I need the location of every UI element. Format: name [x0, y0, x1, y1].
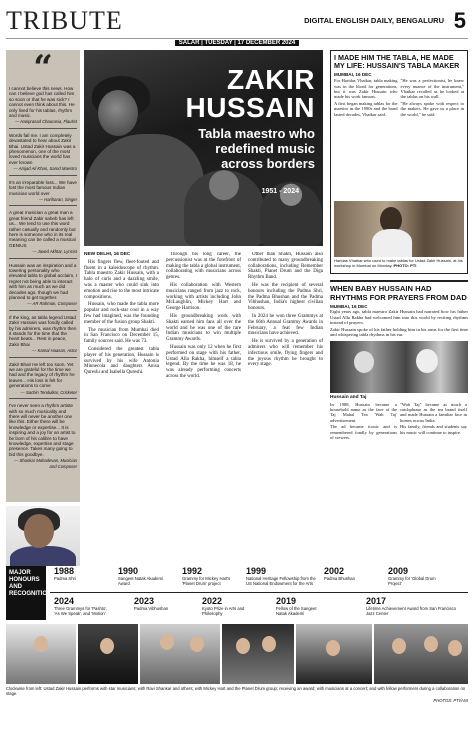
section-title: TRIBUTE [6, 6, 123, 35]
person-head [236, 638, 250, 654]
person-head [34, 636, 48, 652]
divider [9, 175, 77, 176]
quote-text: I cannot believe this news. How can I believe god has called him so soon or that he was sick? I cannot even think about this. He only lived for his tablas, rhythm and music. [9, 86, 75, 119]
story-column [401, 78, 465, 118]
timeline-desc: Fellow of the Sangeet Natak Akademi [276, 606, 317, 616]
musician-head [98, 90, 138, 136]
baby-hussain-story [330, 280, 468, 564]
header-rule [6, 38, 468, 39]
person-head [24, 514, 54, 548]
gallery-photo [374, 624, 468, 684]
gallery-photo [78, 624, 138, 684]
article-column-3 [248, 252, 323, 564]
page-number: 5 [453, 8, 466, 33]
person-head [262, 636, 276, 652]
timeline-year: 2009 [388, 566, 409, 576]
paragraph: "Wah Taj" became as much a catchphrase as the tea brand itself and made Hussain a familiar face in homes across India. [400, 401, 467, 423]
timeline-item [388, 566, 440, 586]
timeline-desc: National Heritage Fellowship from the US National Endowment for the Arts [246, 576, 316, 586]
timeline-year: 1990 [118, 566, 139, 576]
timeline-year: 2024 [54, 596, 75, 606]
paragraph: Hussain, who made the tabla more popular and rock-star cool in a way few had imagined, was the founding member of the fusion group Shakti. [84, 302, 159, 325]
person-head [416, 349, 438, 373]
timeline-item [276, 596, 328, 616]
paragraph: Eight years ago, tabla maestro Zakir Hussain had narrated how his father Ustad Alla Rakha had welcomed him into this world by reciting rhythms instead of prayers. [330, 309, 468, 325]
timeline-line [50, 592, 468, 593]
quote-item [9, 133, 77, 176]
date-text: SALAR | TUESDAY | 17 DECEMBER 2024 [175, 40, 299, 46]
quote-item [9, 403, 77, 469]
tabla-maker-photo [334, 201, 464, 257]
paragraph: For Haridas Vhatkar, tabla making was in the blood for generations, but it was Zakir Hussain who made his work famous. [334, 78, 398, 100]
newspaper-name: DIGITAL ENGLISH DAILY, BENGALURU [304, 16, 444, 25]
quote-text: If the king, as tabla legend Ustad Zakir Hussain was fondly called by his admirers, was rhythm then it stands for the time that the heart beats... Rest in peace, Zakir Bhai [9, 314, 77, 347]
quote-author: — AR Rahman, Composer [27, 301, 77, 307]
headline-name-last: HUSSAIN [185, 92, 315, 123]
person-head [190, 636, 204, 652]
hero-image [84, 50, 323, 246]
quote-text: I've never seen a rhythm artiste with so much musicality and there will never be another one like this. Either there will be knowledge or expertise... It is inspiring and a joy for an artist to be born of his calibre to have knowledge, expertise and stage presence. Takes many going to bid this goodbye. [9, 403, 76, 457]
timeline-desc: Grammy for Mickey Hart's 'Planet Drum' project [182, 576, 231, 586]
person-head [160, 634, 174, 650]
headline-subtitle: Tabla maestro who redefined music across borders [198, 126, 315, 171]
photo-credit: PHOTOS: PTI/ANI [433, 698, 468, 703]
timeline-item [118, 566, 170, 586]
timeline-item [246, 566, 316, 586]
person-head [392, 638, 406, 654]
story-columns [334, 78, 464, 118]
timeline-item [366, 596, 462, 616]
paragraph: His family, friends and students say his music will continue to inspire. [400, 424, 467, 435]
timeline-desc: Grammy for 'Global Drum Project' [388, 576, 436, 586]
quotes-column [6, 50, 80, 502]
main-article [84, 252, 323, 564]
story-headline: WHEN BABY HUSSAIN HAD RHYTHMS FOR PRAYERS FROM DAD [330, 280, 468, 302]
quote-author: — Sachin Tendulkar, Cricketer [20, 389, 77, 395]
divider [9, 310, 77, 311]
father-son-photo [330, 341, 468, 393]
quote-author: — Hariharan, Singer [38, 196, 77, 202]
paragraph: Through his long career, the percussionist was at the forefront of making the tabla a global instrument, collaborating with musicians across genres. [166, 252, 241, 281]
quote-item [9, 362, 77, 399]
paragraph: His fingers flew, fleet-footed and fluent in a kaleidoscope of rhythm. Tabla maestro Zakir Hussain, with a halo of curls and a dazzling smile, was a master who could sink into emotion and rise to the most intricate compositions. [84, 259, 159, 300]
paragraph: His groundbreaking work with Shakti earned him fans all over the world and he was one of the rare Indian musicians to win multiple Grammy Awards. [166, 313, 241, 343]
photo-caption [334, 259, 464, 269]
timeline-item [202, 596, 254, 616]
paragraph: His collaboration with Western musicians ranged from jazz to rock, working with artists including John McLaughlin, Mickey Hart and George Harrison. [166, 282, 241, 312]
story-headline: I MADE HIM THE TABLA, HE MADE MY LIFE: HUSSAIN'S TABLA MAKER [334, 53, 460, 71]
article-column-1 [84, 252, 159, 564]
paragraph: He was the recipient of several honours including the Padma Shri, the Padma Bhushan and the Padma Vibhushan, India's highest civilian honours. [248, 282, 323, 312]
tabla-maker-story [330, 50, 468, 274]
article-dateline: NEW DELHI, 16 DEC [84, 252, 131, 257]
timeline-desc: Lifetime Achievement Award from San Francisco Jazz Center [366, 606, 456, 616]
life-years: 1951 - 2024 [261, 188, 299, 195]
paragraph: Other than Shakti, Hussain also contributed to many groundbreaking collaborations, including Remember Shakti, Planet Drum and the Diga Rhythm Band. [248, 252, 323, 281]
timeline-desc: Sangeet Natak Akademi Award [118, 576, 163, 586]
quote-author: — Javed Akhtar, Lyricist [32, 249, 77, 255]
timeline-item [54, 566, 106, 581]
quote-text: A great musician a great man a great friend Zakir saheb has left us... We tend to use this word rather casually and randomly but here is someone who in its real meaning can be called a musical GENIUS [9, 210, 76, 248]
photo-credit: PHOTO: PTI [393, 262, 417, 268]
timeline-desc: Padma Vibhushan [134, 606, 169, 611]
divider [9, 258, 77, 259]
paragraph: A first began making tablas for the maestro in the 1990s and the bond lasted decades, Vhatkar said. [334, 101, 398, 117]
timeline-item [324, 566, 376, 581]
story-dateline: MUMBAI, 16 DEC [334, 72, 372, 78]
paragraph: Zakir Hussain spoke of his father holding him in his arms for the first time and whispering tabla rhythms in his ear. [330, 326, 468, 338]
timeline-item [134, 596, 186, 611]
gallery-photo [296, 624, 372, 684]
article-column-2 [166, 252, 241, 564]
quote-item [9, 210, 77, 258]
gallery-photo [6, 624, 76, 684]
timeline-year: 2002 [324, 566, 345, 576]
timeline-desc: Three Grammys for 'Pashto', 'As We Speak', and 'Motion' [54, 606, 108, 616]
timeline-year: 2022 [202, 596, 223, 606]
quote-item [9, 86, 77, 129]
timeline-desc: Padma Shri [54, 576, 76, 581]
paragraph: The musician from Mumbai died in San Francisco on December 15, family sources said. He was 73. [84, 327, 159, 345]
paragraph: He is survived by a generation of admirers who will remember his infectious smile, flying fingers and the joyous rhythm he brought to every stage. [248, 339, 323, 368]
headline-name-first: ZAKIR [226, 64, 315, 95]
timeline-year: 2019 [276, 596, 297, 606]
story-columns [330, 402, 468, 442]
quote-item [9, 315, 77, 358]
timeline-label: MAJOR HONOURS AND RECOGNITION [6, 566, 46, 620]
quote-mark-icon: “ [33, 50, 53, 88]
timeline-item [54, 596, 114, 616]
quote-text: Hussain was an inspiration and a towering personality who elevated tabla to global acclaim, I regret not being able to interact with him as much as we did decades ago, though we had planned to get together. [9, 262, 77, 300]
quote-author: — Shankar Mahadevan, Musician and Composer [14, 458, 77, 469]
gallery-photo [222, 624, 294, 684]
timeline-item [182, 566, 234, 586]
paragraph: Considered the greatest tabla player of his generation, Hussain is survived by his wife Antonia Minnecola and daughters Anisa Qureshi and Isabella Qureshi. [84, 346, 159, 376]
timeline-desc: Kyoto Prize in Arts and Philosophy [202, 606, 245, 616]
story-subhead: Hussain and Taj [330, 394, 367, 400]
gallery-caption [6, 686, 468, 738]
person-head [448, 640, 462, 656]
person-head [100, 638, 114, 654]
tabla-drum-icon [184, 170, 264, 246]
timeline-year: 1992 [182, 566, 203, 576]
quote-item [9, 180, 77, 207]
right-sidebar [330, 50, 468, 564]
story-column [330, 402, 397, 442]
timeline-year: 2017 [366, 596, 387, 606]
quote-text: It's an irreparable loss... We have lost the most famous Indian musician world over [9, 179, 77, 196]
story-column [334, 78, 398, 118]
paragraph: "He was a perfectionist, he knew every nuance of the instrument," Vhatkar recalled as he looked at the tablas on his wall. [400, 78, 464, 100]
quote-text: Words fail me. I am completely devastated to hear about Zakir Bhai. Ustad Zakir Hussain was a phenomenon, one of the most loved musicians the world has ever known [9, 132, 76, 165]
story-dateline: MUMBAI, 16 DEC [330, 304, 368, 310]
quote-item [9, 263, 77, 311]
quote-author: — Hariprasad Chaurasia, Flautist [15, 119, 77, 125]
caption-text: Clockwise from left: Ustad Zakir Hussain performs with star musicians; with Ravi Shankar and others; with Mickey Hart and the Planet Drum group; receiving an award; with musicians at a concert; and with fellow performers during a collaboration on stage. [6, 686, 466, 696]
quote-author: — Amjad Ali Khan, Sarod Maestro [13, 166, 77, 172]
portrait-photo [6, 506, 80, 566]
divider [9, 205, 77, 206]
divider [9, 357, 77, 358]
paragraph: The ad became iconic and is remembered fondly by generations of viewers. [330, 424, 397, 440]
person-head [326, 640, 340, 656]
timeline-year: 1999 [246, 566, 267, 576]
paragraph: "He always spoke with respect to the makers. He gave us a place in the world," he said. [400, 101, 464, 117]
caption-text: Haridas Vhatkar who used to make tablas for Ustad Zakir Hussain, at his workshop in Mumbai on Monday. [334, 258, 463, 268]
person-head [424, 636, 438, 652]
timeline-desc: Padma Bhushan [324, 576, 355, 581]
divider [9, 398, 77, 399]
paragraph: In 2024 he won three Grammys at the 66th Annual Grammy Awards in February, a feat few Indian musicians have achieved. [248, 313, 323, 337]
paragraph: In 1988, Hussain became a household name as the face of the Taj Mahal Tea 'Wah Taj' advertisement. [330, 401, 397, 423]
divider [9, 128, 77, 129]
story-text [330, 309, 468, 338]
honours-timeline [6, 566, 468, 620]
timeline-year: 1988 [54, 566, 75, 576]
person-body [372, 229, 412, 257]
gallery-photo [140, 624, 220, 684]
person-head [354, 351, 374, 373]
person-body [10, 546, 76, 566]
quote-text: Zakir Bhai! He left too soon. Yet we are grateful for the time we had and the legacy of rhythm he leaves... His loss is felt for generations to come [9, 361, 75, 389]
story-column [400, 402, 467, 442]
paragraph: Hussain was only 12 when he first performed on stage with his father, Ustad Alla Rakha, himself a tabla legend. By the time he was 18, he was already performing concerts across the world. [166, 344, 241, 379]
date-line [0, 40, 474, 46]
page-header [0, 0, 474, 44]
quote-author: — Kamal Haasan, Actor [32, 348, 77, 354]
timeline-year: 2023 [134, 596, 155, 606]
